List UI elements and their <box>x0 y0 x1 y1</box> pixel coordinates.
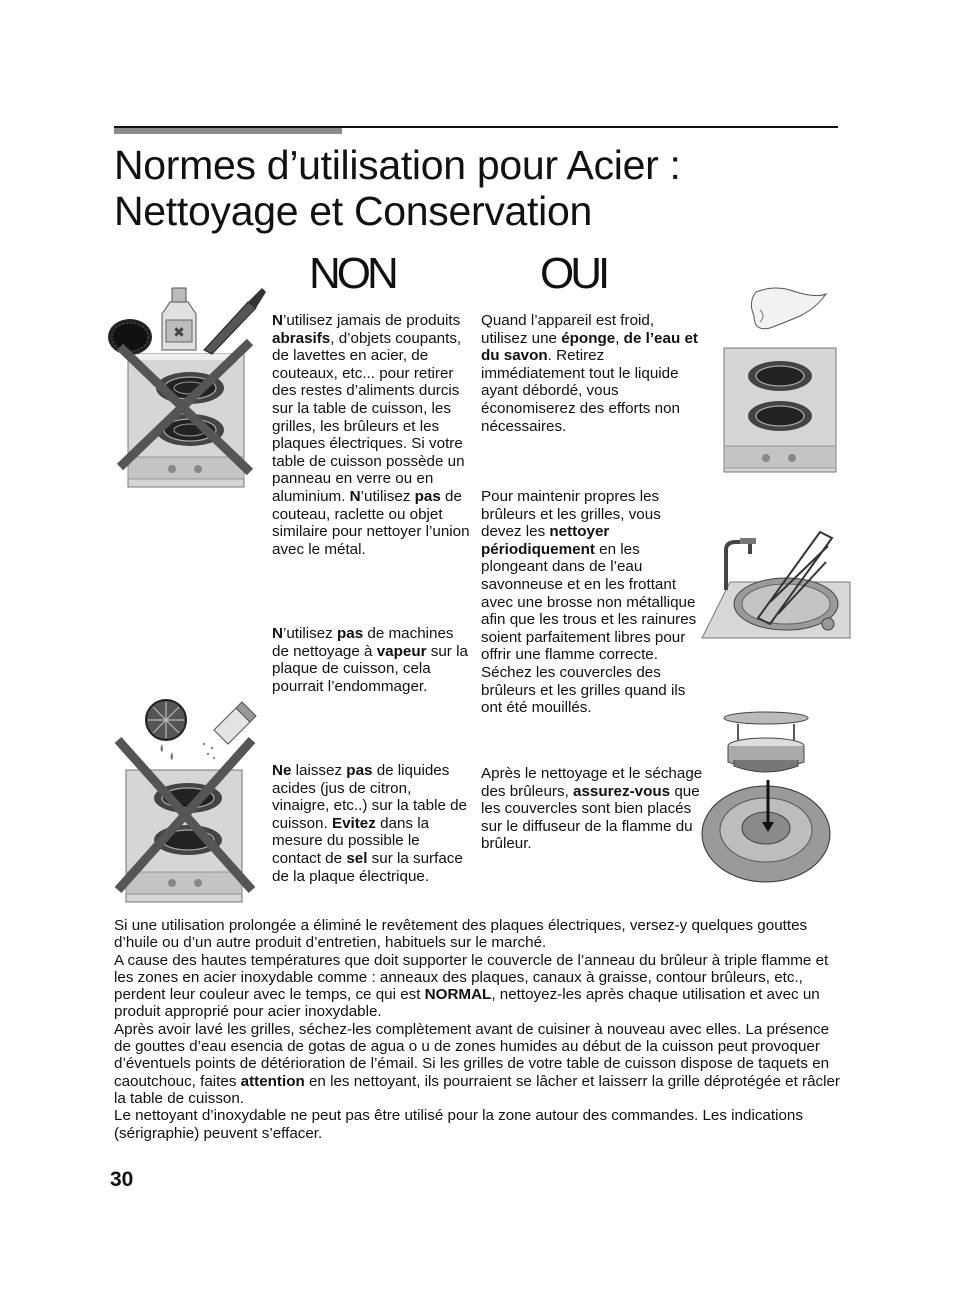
burner-cap-illustration <box>700 710 830 886</box>
header-oui: OUI <box>540 249 607 298</box>
oui-block-2: Pour maintenir propres les brûleurs et les grilles, vous devez les nettoyer périodiquement en les plongeant dans de l’eau savonneuse et en les frottant avec une brosse non métallique afin que les trous et les rainures soient parfaitement libres pour offrir une flamme correcte. Séchez les couvercles des brûleurs et les grilles quand ils ont été mouillés. <box>481 488 697 717</box>
page-title <box>114 142 834 234</box>
oui-block-3: Après le nettoyage et le séchage des brûleurs, assurez-vous que les couvercles sont bien placés sur le diffuseur de la flamme du brûleur. <box>481 765 703 853</box>
bottom-text <box>114 917 846 1142</box>
sink-grill-illustration <box>700 526 850 642</box>
bottom-paragraph-4: Le nettoyant d’inoxydable ne peut pas être utilisé pour la zone autour des commandes. Les indications (sérigraphie) peuvent s’effacer. <box>114 1107 803 1142</box>
bottom-paragraph-3: Après avoir lavé les grilles, séchez-les complètement avant de cuisiner à nouveau avec elles. La présence de gouttes d’eau esencia de gotas de agua o u de zones humides au début de la cuisson peut provoquer d’éventuels points de détérioration de l’émail. Si les grilles de votre table de cuisson dispose de taquets en caoutchouc, faites attention en les nettoyant, ils pourraient se lâcher et laisserr la grille déprotégée et râcler la table de cuisson. <box>114 1020 840 1107</box>
non-block-3: Ne laissez pas de liquides acides (jus de citron, vinaigre, etc..) sur la table de cuisson. Evitez dans la mesure du possible le contact de sel sur la surface de la plaque électrique. <box>272 762 468 885</box>
bottom-paragraph-1: Si une utilisation prolongée a éliminé le revêtement des plaques électriques, versez-y quelques gouttes d’huile ou d’un autre produit d’entretien, habituels sur le marché. <box>114 917 808 952</box>
abrasive-products-crossed-illustration <box>100 282 270 497</box>
title-line-1: Normes d’utilisation pour Acier : <box>114 142 681 188</box>
non-block-1: N’utilisez jamais de produits abrasifs, d’objets coupants, de lavettes en acier, de couteaux, etc... pour retirer des restes d’aliments durcis sur la table de cuisson, les grilles, les brûleurs et les plaques électriques. Si votre table de cuisson possède un panneau en verre ou en aluminium. N’utilisez pas de couteau, raclette ou objet similaire pour nettoyer l’union avec le métal. <box>272 312 470 558</box>
non-block-2: N’utilisez pas de machines de nettoyage à vapeur sur la plaque de cuisson, cela pourrait l’endommager. <box>272 625 468 695</box>
top-rule-accent <box>114 128 342 134</box>
page-number: 30 <box>110 1168 134 1191</box>
header-non: NON <box>309 249 395 298</box>
acid-salt-crossed-illustration <box>104 700 260 910</box>
svg-text:✖: ✖ <box>173 325 185 341</box>
bottom-paragraph-2: A cause des hautes températures que doit supporter le couvercle de l’anneau du brûleur à triple flamme et les zones en acier inoxydable comme : anneaux des plaques, canaux à graisse, contour brûleurs, etc., perdent leur couleur avec le temps, ce qui est NORMAL, nettoyez-les après chaque utilisation et avec un produit approprié pour acier inoxydable. <box>114 951 829 1021</box>
oui-block-1: Quand l’appareil est froid, utilisez une éponge, de l’eau et du savon. Retirez immédiatement tout le liquide ayant débordé, vous économiserez des efforts non nécessaires. <box>481 312 698 435</box>
sponge-cooktop-illustration <box>716 282 846 482</box>
title-line-2: Nettoyage et Conservation <box>114 188 592 234</box>
